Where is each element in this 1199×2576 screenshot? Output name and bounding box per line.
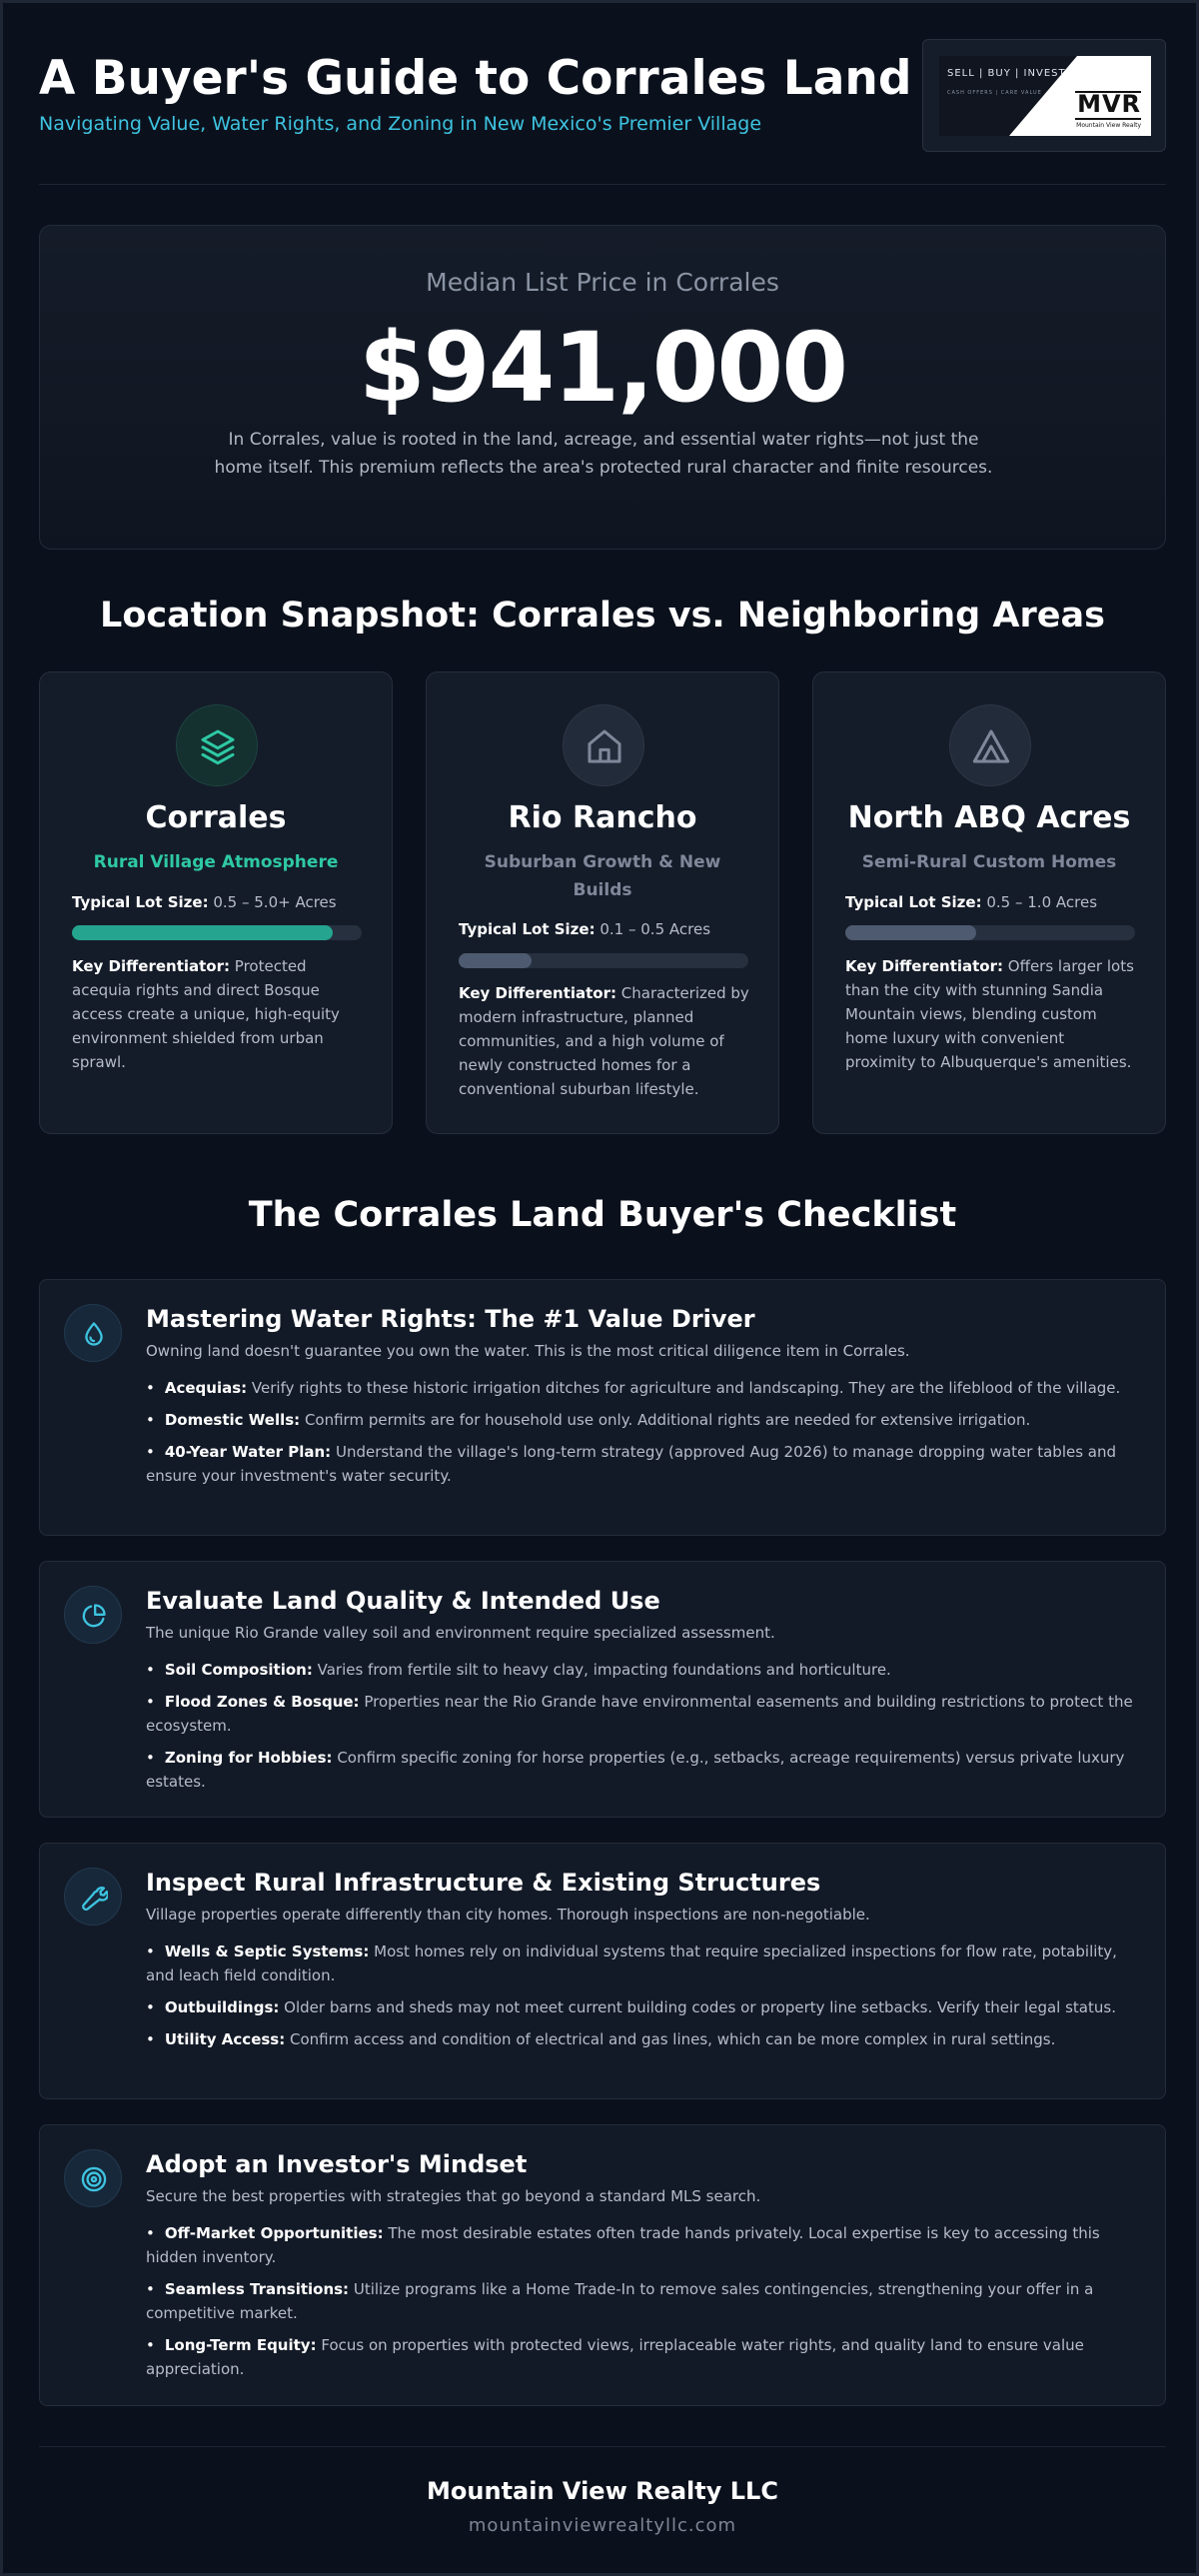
pie-chart-icon [80,1602,108,1630]
diff-label: Key Differentiator: [459,984,617,1002]
point-text: Utilize programs like a Home Trade-In to remove sales contingencies, strengthening your offer in a competitive market. [146,2280,1094,2322]
lot-size-label: Typical Lot Size: [72,893,209,911]
house-icon [585,726,624,766]
logo-name: Mountain View Realty [1076,122,1141,129]
point-text: The most desirable estates often trade hands privately. Local expertise is key to accessing this hidden inventory. [146,2224,1100,2266]
water-drop-icon [80,1320,108,1348]
card-title: Corrales [145,800,287,835]
check-points [146,1658,1139,1802]
card-subtitle: Rural Village Atmosphere [93,852,339,872]
page-subtitle: Navigating Value, Water Rights, and Zoning in New Mexico's Premier Village [39,113,762,135]
lot-size-value: 0.5 – 1.0 Acres [986,893,1098,911]
layers-icon [198,726,238,766]
point-text: Focus on properties with protected views, irreplaceable water rights, and quality land to ensure value appreciation. [146,2336,1084,2378]
check-title: Evaluate Land Quality & Intended Use [146,1587,660,1615]
lot-size [845,893,1133,911]
diff-text: Offers larger lots than the city with stunning Sandia Mountain views, blending custom home luxury with convenient proximity to Albuquerque's amenities. [845,957,1134,1071]
company-logo [922,39,1166,152]
list-item: • Domestic Wells: Confirm permits are for household use only. Additional rights are needed for extensive irrigation. [146,1411,1031,1429]
check-icon-wrap [64,1586,122,1644]
card-icon-wrap [949,704,1031,786]
point-text: Confirm permits are for household use only. Additional rights are needed for extensive irrigation. [304,1411,1031,1429]
point-text: Verify rights to these historic irrigation ditches for agriculture and landscaping. They are the lifeblood of the village. [251,1379,1121,1397]
list-item: • Flood Zones & Bosque: Properties near the Rio Grande have environmental easements and building restrictions to protect the ecosystem. [146,1693,1133,1735]
check-intro: The unique Rio Grande valley soil and environment require specialized assessment. [146,1624,775,1642]
key-differentiator [72,954,364,1074]
median-price: $941,000 [358,312,847,424]
footer-website-link[interactable]: mountainviewrealtyllc.com [468,2515,737,2536]
lot-size-value: 0.5 – 5.0+ Acres [213,893,337,911]
lot-size [72,893,360,911]
footer-company: Mountain View Realty LLC [427,2477,778,2505]
list-item: • Off-Market Opportunities: The most desirable estates often trade hands privately. Local expertise is key to accessing this hidden inventory. [146,2224,1100,2266]
list-item: • Zoning for Hobbies: Confirm specific zoning for horse properties (e.g., setbacks, acreage requirements) versus private luxury estates. [146,1749,1125,1791]
list-item: • Acequias: Verify rights to these historic irrigation ditches for agriculture and landscaping. They are the lifeblood of the village. [146,1379,1121,1397]
point-term: Wells & Septic Systems: [164,1942,370,1960]
diff-text: Characterized by modern infrastructure, planned communities, and a high volume of newly constructed homes for a conventional suburban lifestyle. [459,984,749,1098]
list-item: • Soil Composition: Varies from fertile silt to heavy clay, impacting foundations and horticulture. [146,1661,891,1679]
card-icon-wrap [563,704,644,786]
point-term: Off-Market Opportunities: [164,2224,384,2242]
point-term: Outbuildings: [164,1998,280,2016]
price-hero [39,225,1166,550]
logo-tagline: SELL | BUY | INVEST [947,68,1066,79]
check-title: Inspect Rural Infrastructure & Existing Structures [146,1869,821,1897]
point-text: Most homes rely on individual systems that require specialized inspections for flow rate, potability, and leach field condition. [146,1942,1117,1984]
point-text: Confirm access and condition of electrical and gas lines, which can be more complex in rural settings. [290,2030,1056,2048]
point-term: Acequias: [164,1379,248,1397]
diff-label: Key Differentiator: [72,957,231,975]
card-title: North ABQ Acres [847,800,1131,835]
lot-size-bar [459,953,748,968]
checklist-item-investor-mindset [39,2124,1166,2406]
point-text: Varies from fertile silt to heavy clay, impacting foundations and horticulture. [317,1661,891,1679]
logo-small-text: CASH OFFERS | CARE VALUE [947,90,1042,96]
point-term: Utility Access: [164,2030,286,2048]
point-text: Understand the village's long-term strategy (approved Aug 2026) to manage dropping water tables and ensure your investment's water security. [146,1443,1117,1485]
target-icon [80,2165,108,2193]
lot-size [459,920,746,938]
location-card-north-abq [812,671,1166,1134]
list-item: • Wells & Septic Systems: Most homes rely on individual systems that require specialized inspections for flow rate, potability, and leach field condition. [146,1942,1117,1984]
card-title: Rio Rancho [508,800,697,835]
point-term: 40-Year Water Plan: [164,1443,332,1461]
hero-description: In Corrales, value is rooted in the land, acreage, and essential water rights—not just the home itself. This premium reflects the area's protected rural character and finite resources. [214,430,993,478]
lot-size-bar-fill [845,925,976,940]
point-term: Domestic Wells: [164,1411,301,1429]
location-card-corrales [39,671,393,1134]
check-points [146,2221,1139,2389]
check-icon-wrap [64,2149,122,2207]
lot-size-bar [72,925,362,940]
point-term: Soil Composition: [164,1661,313,1679]
checklist-item-water-rights [39,1279,1166,1536]
hero-label: Median List Price in Corrales [426,268,779,297]
wrench-icon [80,1884,108,1912]
check-title: Adopt an Investor's Mindset [146,2150,528,2178]
list-item: • Long-Term Equity: Focus on properties with protected views, irreplaceable water rights, and quality land to ensure value appreciation. [146,2336,1084,2378]
checklist-item-land-quality [39,1561,1166,1818]
lot-size-bar-fill [459,953,532,968]
point-text: Properties near the Rio Grande have environmental easements and building restrictions to protect the ecosystem. [146,1693,1133,1735]
snapshot-title: Location Snapshot: Corrales vs. Neighboring Areas [100,596,1105,636]
list-item: • Utility Access: Confirm access and condition of electrical and gas lines, which can be more complex in rural settings. [146,2030,1056,2048]
key-differentiator [845,954,1137,1074]
list-item: • Outbuildings: Older barns and sheds may not meet current building codes or property line setbacks. Verify their legal status. [146,1998,1116,2016]
lot-size-bar-fill [72,925,333,940]
diff-label: Key Differentiator: [845,957,1004,975]
diff-text: Protected acequia rights and direct Bosque access create a unique, high-equity environment shielded from urban sprawl. [72,957,340,1071]
card-icon-wrap [176,704,258,786]
check-icon-wrap [64,1868,122,1926]
lot-size-label: Typical Lot Size: [845,893,982,911]
logo-badge [939,56,1151,136]
check-intro: Secure the best properties with strategies that go beyond a standard MLS search. [146,2187,761,2205]
logo-rule-bottom [1075,118,1141,120]
logo-mark: MVR [1077,90,1141,118]
mountain-icon [971,726,1011,766]
page-title: A Buyer's Guide to Corrales Land [39,51,912,106]
footer-divider [39,2446,1166,2447]
point-term: Flood Zones & Bosque: [164,1693,360,1711]
check-title: Mastering Water Rights: The #1 Value Driver [146,1305,755,1333]
list-item: • Seamless Transitions: Utilize programs like a Home Trade-In to remove sales contingencies, strengthening your offer in a competitive market. [146,2280,1094,2322]
header-divider [39,184,1166,185]
lot-size-bar [845,925,1135,940]
lot-size-value: 0.1 – 0.5 Acres [600,920,711,938]
check-icon-wrap [64,1304,122,1362]
header [39,39,1166,185]
checklist-title: The Corrales Land Buyer's Checklist [248,1195,957,1235]
point-text: Older barns and sheds may not meet current building codes or property line setbacks. Verify their legal status. [284,1998,1116,2016]
check-points [146,1939,1139,2059]
check-intro: Village properties operate differently than city homes. Thorough inspections are non-negotiable. [146,1906,870,1924]
lot-size-label: Typical Lot Size: [459,920,596,938]
check-intro: Owning land doesn't guarantee you own the water. This is the most critical diligence item in Corrales. [146,1342,910,1360]
point-term: Seamless Transitions: [164,2280,350,2298]
point-term: Long-Term Equity: [164,2336,317,2354]
check-points [146,1376,1139,1496]
card-subtitle: Semi-Rural Custom Homes [861,852,1117,872]
key-differentiator [459,981,750,1101]
card-subtitle: Suburban Growth & New Builds [484,852,721,900]
point-term: Zoning for Hobbies: [164,1749,333,1767]
list-item: • 40-Year Water Plan: Understand the village's long-term strategy (approved Aug 2026) to manage dropping water tables and ensure your investment's water security. [146,1443,1117,1485]
location-card-rio-rancho [426,671,779,1134]
point-text: Confirm specific zoning for horse properties (e.g., setbacks, acreage requirements) versus private luxury estates. [146,1749,1125,1791]
checklist-item-infrastructure [39,1843,1166,2099]
